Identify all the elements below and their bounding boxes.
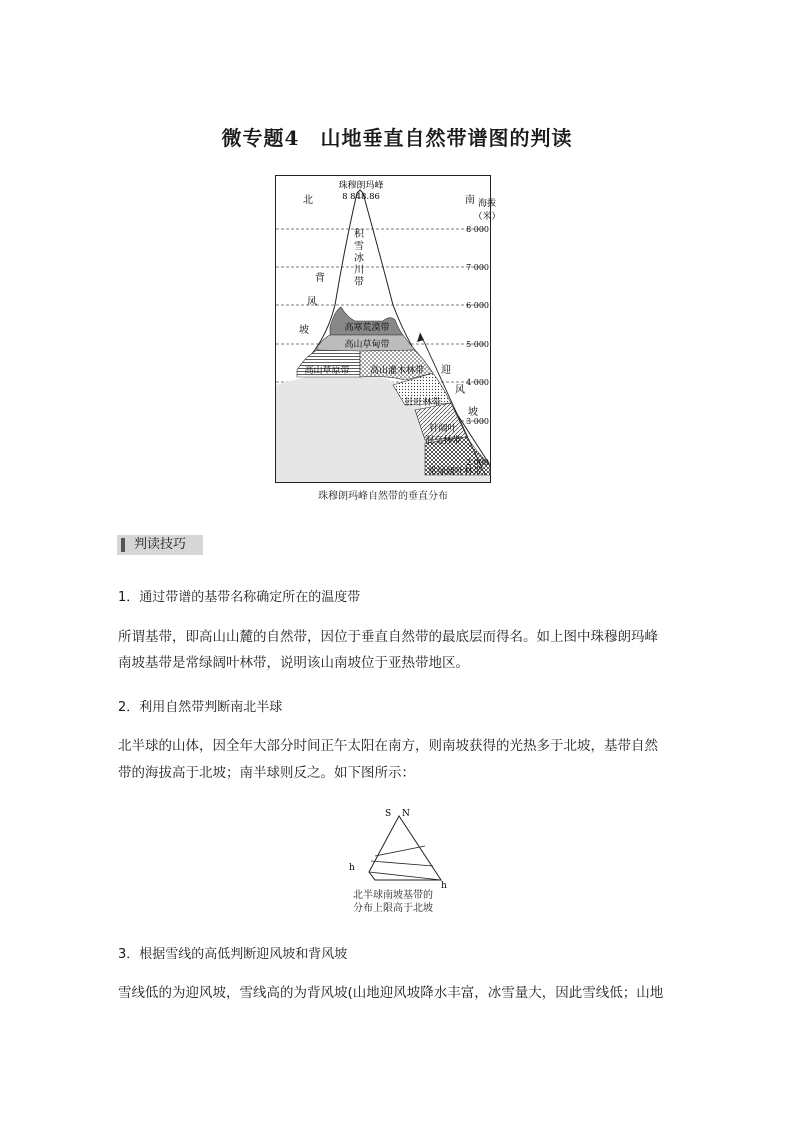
hemisphere-slope-diagram	[341, 806, 449, 891]
snow-zone-char: 雪	[354, 241, 364, 252]
altitude-label-1: 海拔	[477, 199, 497, 209]
tick-label: 3 000	[466, 417, 489, 426]
tick-label: 5 000	[466, 340, 489, 349]
tick-label: 6 000	[466, 301, 489, 310]
snow-zone-char: 川	[354, 265, 364, 276]
mixed-zone-label-2: 混交林带	[424, 436, 462, 446]
snow-zone-char: 带	[354, 277, 364, 288]
altitude-label-2: （米）	[473, 212, 501, 222]
snow-zone-char: 积	[354, 229, 364, 240]
windward-char: 坡	[468, 407, 478, 418]
page-title: 微专题4 山地垂直自然带谱图的判读	[221, 126, 573, 150]
item3-line: 雪线低的为迎风坡，雪线高的为背风坡(山地迎风坡降水丰富，冰雪量大，因此雪线低；山地	[118, 985, 664, 1001]
h-right-label: h	[441, 881, 447, 891]
item1-line: 所谓基带，即高山山麓的自然带，因位于垂直自然带的最底层而得名。如上图中珠穆朗玛峰	[118, 629, 658, 645]
item2-line: 北半球的山体，因全年大部分时间正午太阳在南方，则南坡获得的光热多于北坡，基带自然	[118, 738, 658, 754]
peak-name: 珠穆朗玛峰	[338, 181, 384, 191]
tick-label: 4 000	[466, 378, 489, 387]
section-tag-label: 判读技巧	[134, 537, 187, 552]
mixed-zone-label-1: 针阔叶	[429, 424, 457, 434]
conifer-zone-label: 针叶林带	[404, 398, 442, 408]
peak-height: 8 848.86	[342, 192, 380, 202]
leeward-char: 背	[315, 273, 325, 284]
tick-label: 2 000	[466, 458, 489, 467]
mountain-triangle	[369, 816, 441, 880]
north-label: 北	[303, 195, 313, 206]
item1-heading: 1．通过带谱的基带名称确定所在的温度带	[118, 590, 361, 605]
windward-char: 风	[455, 385, 465, 396]
south-label: 南	[465, 195, 475, 206]
windward-char: 迎	[441, 365, 451, 376]
item2-heading: 2．利用自然带判断南北半球	[118, 700, 283, 715]
item3-heading: 3．根据雪线的高低判断迎风坡和背风坡	[118, 947, 348, 962]
h-left-label: h	[349, 863, 355, 873]
figure2-caption-line: 分布上限高于北坡	[353, 903, 433, 914]
section-tag-bar	[121, 538, 125, 552]
snow-zone-char: 冰	[354, 253, 364, 264]
south-label: S	[385, 809, 392, 819]
mountain-vertical-zones-diagram	[275, 175, 501, 483]
leeward-char: 风	[307, 297, 317, 308]
item2-line: 带的海拔高于北坡；南半球则反之。如下图所示：	[118, 765, 415, 781]
figure2-caption	[330, 889, 456, 915]
tick-label: 7 000	[466, 263, 489, 272]
figure2-caption-line: 北半球南坡基带的	[353, 890, 433, 901]
figure-caption: 珠穆朗玛峰自然带的垂直分布	[318, 491, 448, 502]
evergreen-zone-label: 常绿阔叶林带	[427, 467, 483, 477]
item1-line: 南坡基带是常绿阔叶林带，说明该山南坡位于亚热带地区。	[118, 655, 469, 671]
north-label: N	[402, 809, 410, 819]
shrub-zone-label: 高山灌木林带	[369, 366, 425, 376]
section-tag	[117, 535, 203, 555]
desert-zone-label: 高寒荒漠带	[344, 323, 390, 333]
meadow-zone-label: 高山草甸带	[344, 340, 390, 350]
steppe-zone-label: 高山草原带	[304, 366, 350, 376]
leeward-char: 坡	[299, 325, 309, 336]
tick-label: 8 000	[466, 225, 489, 234]
